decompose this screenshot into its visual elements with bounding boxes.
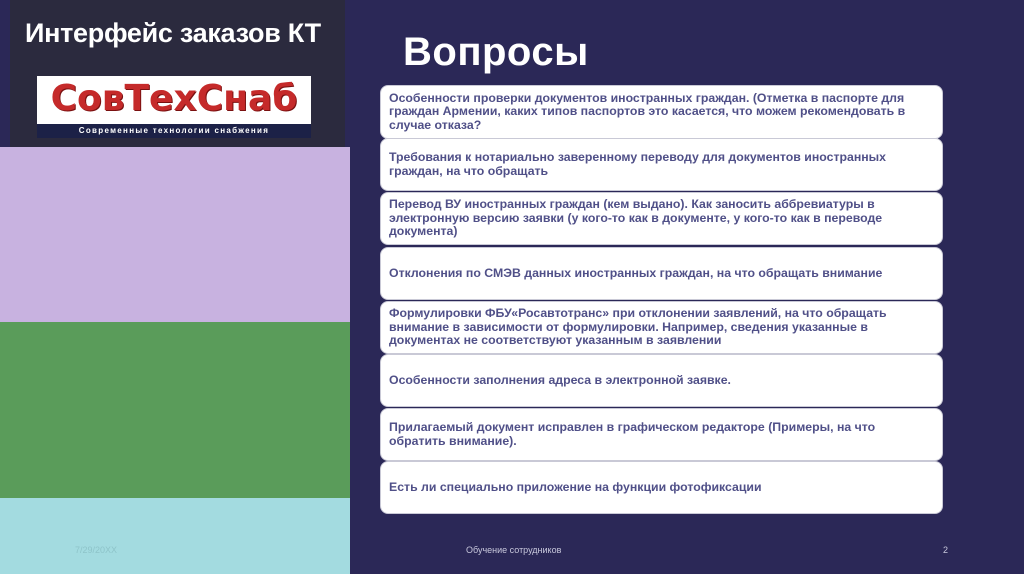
logo-name: СовТехСнаб xyxy=(50,78,298,119)
question-text: Особенности проверки документов иностранных граждан. (Отметка в паспорте для граждан Армении, каких типов паспортов это касается, что можем рекомендовать в случае отказа? xyxy=(389,90,906,132)
question-item xyxy=(380,354,943,407)
question-text: Особенности заполнения адреса в электронной заявке. xyxy=(389,372,731,387)
question-text: Формулировки ФБУ«Росавтотранс» при отклонении заявлений, на что обращать внимание в зависимости от формулировки. Например, сведения указанные в документах не соответствуют указанным в заявлении xyxy=(389,306,887,348)
cyan-block xyxy=(0,498,350,574)
question-item xyxy=(380,247,943,300)
question-item xyxy=(380,461,943,514)
question-text: Требования к нотариально заверенному переводу для документов иностранных граждан, на что обращать xyxy=(389,150,887,178)
green-block xyxy=(0,322,350,498)
question-item xyxy=(380,301,943,354)
question-item xyxy=(380,408,943,461)
question-text: Отклонения по СМЭВ данных иностранных граждан, на что обращать внимание xyxy=(389,265,883,280)
logo-tagline: Современные технологии снабжения xyxy=(37,124,311,138)
question-text: Перевод ВУ иностранных граждан (кем выдано). Как заносить аббревиатуры в электронную версию заявки (у кого-то как в документе, у кого-то как в переводе документа) xyxy=(389,197,883,239)
company-logo xyxy=(37,76,311,138)
page-number: 2 xyxy=(943,545,949,555)
slide-title: Вопросы xyxy=(403,30,589,74)
question-text: Есть ли специально приложение на функции фотофиксации xyxy=(389,479,762,494)
footer-center-text: Обучение сотрудников xyxy=(466,545,562,555)
lavender-block xyxy=(0,147,350,322)
footer-date: 7/29/20XX xyxy=(75,545,118,555)
question-item xyxy=(380,85,943,139)
question-item xyxy=(380,192,943,245)
question-item xyxy=(380,138,943,191)
header-title: Интерфейс заказов КТ xyxy=(25,18,321,48)
question-text: Прилагаемый документ исправлен в графическом редакторе (Примеры, на что обратить внимание). xyxy=(389,420,876,448)
left-decor-column xyxy=(0,0,350,574)
